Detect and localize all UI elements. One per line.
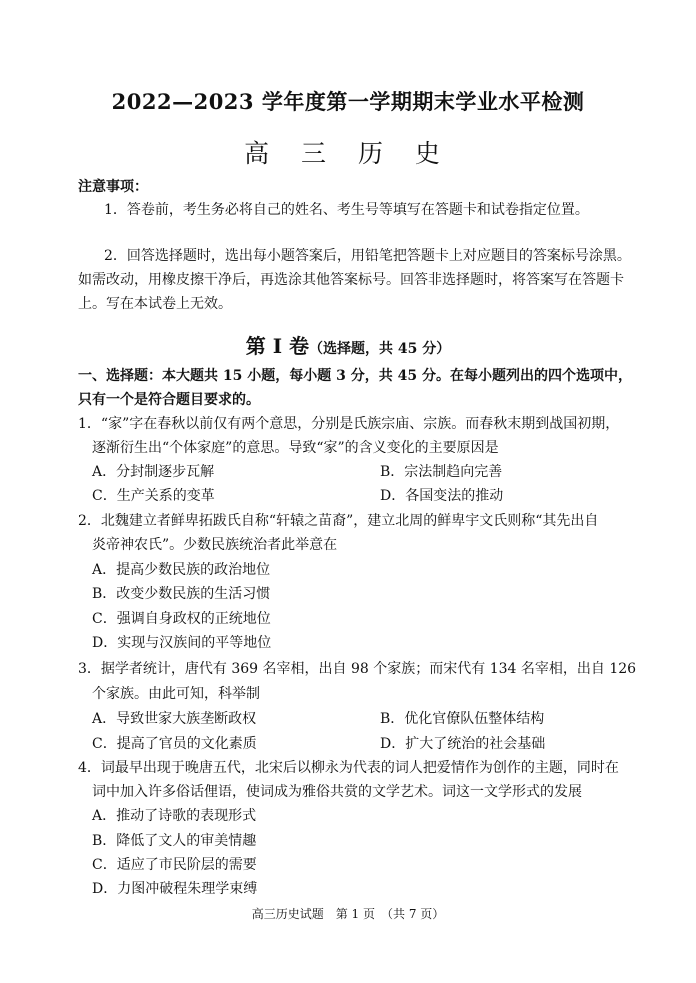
section-instruction-line-2: 只有一个是符合题目要求的。 — [78, 392, 260, 408]
subject-title: 高 三 历 史 — [244, 139, 452, 168]
question-4-stem-line-2: 词中加入许多俗话俚语，使词成为雅俗共赏的文学艺术。词这一文学形式的发展 — [92, 784, 582, 800]
notice-heading: 注意事项： — [78, 179, 148, 195]
question-4-option-d: D．力图冲破程朱理学束缚 — [92, 881, 258, 897]
notice-item-1: 1．答卷前，考生务必将自己的姓名、考生号等填写在答题卡和试卷指定位置。 — [104, 202, 589, 218]
question-1-stem-line-1: 1．“家”字在春秋以前仅有两个意思，分别是氏族宗庙、宗族。而春秋末期到战国初期， — [78, 416, 620, 432]
question-1-option-b: B．宗法制趋向完善 — [380, 464, 503, 480]
exam-title: 2022—2023 学年度第一学期期末学业水平检测 — [111, 89, 585, 114]
question-2-stem-line-2: 炎帝神农氏”。少数民族统治者此举意在 — [92, 537, 338, 553]
question-4-option-b: B．降低了文人的审美情趣 — [92, 833, 257, 849]
question-4-option-a: A．推动了诗歌的表现形式 — [92, 808, 257, 824]
question-1-stem-line-2: 逐渐衍生出“个体家庭”的意思。导致“家”的含义变化的主要原因是 — [92, 440, 499, 456]
notice-item-2-line-2: 如需改动，用橡皮擦干净后，再选涂其他答案标号。回答非选择题时，将答案写在答题卡 — [78, 272, 624, 288]
question-2-option-b: B．改变少数民族的生活习惯 — [92, 586, 271, 602]
section-instruction-line-1: 一、选择题：本大题共 15 小题，每小题 3 分，共 45 分。在每小题列出的四个选项中， — [78, 368, 632, 384]
question-3-stem-line-1: 3．据学者统计，唐代有 369 名宰相，出自 98 个家族；而宋代有 134 名宰相，出自 126 — [78, 661, 637, 677]
page-footer: 高三历史试题 第 1 页 （共 7 页） — [251, 907, 445, 921]
section-heading — [0, 330, 696, 359]
section-title: 第 Ⅰ 卷 — [245, 334, 310, 358]
question-3-option-a: A．导致世家大族垄断政权 — [92, 711, 257, 727]
question-2-option-a: A．提高少数民族的政治地位 — [92, 562, 271, 578]
question-1-option-a: A．分封制逐步瓦解 — [92, 464, 215, 480]
question-2-option-d: D．实现与汉族间的平等地位 — [92, 635, 272, 651]
notice-item-2-line-1: 2．回答选择题时，选出每小题答案后，用铅笔把答题卡上对应题目的答案标号涂黑。 — [104, 248, 631, 264]
question-2-stem-line-1: 2．北魏建立者鲜卑拓跋氏自称“轩辕之苗裔”，建立北周的鲜卑宇文氏则称“其先出自 — [78, 513, 599, 529]
question-3-option-c: C．提高了官员的文化素质 — [92, 736, 257, 752]
question-4-stem-line-1: 4．词最早出现于晚唐五代，北宋后以柳永为代表的词人把爱情作为创作的主题，同时在 — [78, 760, 619, 776]
question-3-option-b: B．优化官僚队伍整体结构 — [380, 711, 545, 727]
question-1-option-c: C．生产关系的变革 — [92, 488, 215, 504]
question-4-option-c: C．适应了市民阶层的需要 — [92, 857, 257, 873]
question-1-option-d: D．各国变法的推动 — [380, 488, 504, 504]
question-2-option-c: C．强调自身政权的正统地位 — [92, 611, 271, 627]
section-subtitle: （选择题，共 45 分） — [309, 341, 451, 357]
question-3-stem-line-2: 个家族。由此可知，科举制 — [92, 686, 260, 702]
question-3-option-d: D．扩大了统治的社会基础 — [380, 736, 546, 752]
notice-item-2-line-3: 上。写在本试卷上无效。 — [78, 296, 232, 312]
